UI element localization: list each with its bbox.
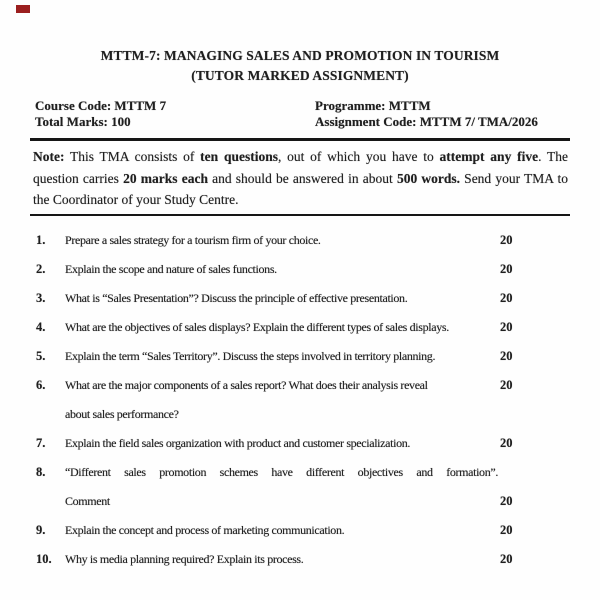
question-content <box>65 458 568 516</box>
question-text: What is “Sales Presentation”? Discuss the principle of effective presentation. <box>65 290 408 305</box>
question-row <box>36 429 568 458</box>
question-number: 2. <box>36 261 46 276</box>
question-number: 1. <box>36 232 46 247</box>
assignment-code: Assignment Code: MTTM 7/ TMA/2026 <box>315 113 538 129</box>
question-row <box>36 226 568 255</box>
question-line <box>65 313 568 342</box>
note-paragraph <box>33 146 568 211</box>
course-code: Course Code: MTTM 7 <box>35 98 167 113</box>
note-text-segment: This TMA consists of <box>64 149 201 164</box>
question-row <box>36 284 568 313</box>
questions-list <box>36 226 568 574</box>
meta-row <box>35 98 568 129</box>
question-content <box>65 226 568 255</box>
question-text: Explain the concept and process of marketing communication. <box>65 522 345 537</box>
question-number: 3. <box>36 290 46 305</box>
scan-corner-mark <box>16 5 30 13</box>
note-bold-segment: Note: <box>33 149 65 164</box>
document-subtitle: (TUTOR MARKED ASSIGNMENT) <box>191 68 409 83</box>
question-content <box>65 255 568 284</box>
note-text-segment: Send your TMA to the Coordinator of your Study Centre. <box>33 170 568 207</box>
question-line <box>65 342 568 371</box>
question-number: 4. <box>36 319 46 334</box>
question-text: “Different sales promotion schemes have different objectives and formation”. <box>65 464 498 479</box>
document-title: MTTM-7: MANAGING SALES AND PROMOTION IN TOURISM <box>100 48 500 63</box>
question-text: Explain the scope and nature of sales functions. <box>65 261 277 276</box>
question-marks: 20 <box>500 493 513 508</box>
question-marks: 20 <box>500 348 513 363</box>
question-marks <box>498 458 568 487</box>
total-marks: Total Marks: 100 <box>35 113 131 129</box>
question-number: 10. <box>36 551 52 566</box>
note-bold-segment: 20 marks each <box>123 170 208 186</box>
question-line <box>65 545 568 574</box>
meta-right-column <box>315 98 568 129</box>
question-content <box>65 313 568 342</box>
question-content <box>65 342 568 371</box>
question-line <box>65 400 568 429</box>
note-bold-segment: attempt any five <box>439 149 539 164</box>
question-text: about sales performance? <box>65 406 179 421</box>
question-text: What are the major components of a sales report? What does their analysis reveal <box>65 377 428 392</box>
note-bold-segment: 500 words. <box>396 170 460 186</box>
question-row <box>36 255 568 284</box>
note-text-segment: and should be answered in about <box>207 170 397 186</box>
question-line <box>65 429 568 458</box>
programme: Programme: MTTM <box>315 98 431 113</box>
question-content <box>65 284 568 313</box>
question-line <box>65 516 568 545</box>
question-text: What are the objectives of sales displays? Explain the different types of sales displays. <box>65 319 449 334</box>
question-content <box>65 545 568 574</box>
horizontal-rule-bottom <box>30 214 570 216</box>
question-marks: 20 <box>500 232 513 247</box>
question-number: 6. <box>36 377 46 392</box>
question-marks: 20 <box>500 261 513 276</box>
question-text: Explain the term “Sales Territory”. Discuss the steps involved in territory planning. <box>65 348 436 363</box>
note-text-segment: . The question carries <box>33 149 568 186</box>
question-marks <box>498 400 568 429</box>
note-bold-segment: ten questions <box>200 149 278 164</box>
question-marks: 20 <box>500 522 513 537</box>
question-content <box>65 516 568 545</box>
question-row <box>36 371 568 429</box>
question-marks: 20 <box>500 435 513 450</box>
question-text: Comment <box>65 493 110 508</box>
question-text: Prepare a sales strategy for a tourism firm of your choice. <box>65 232 321 247</box>
question-line <box>65 255 568 284</box>
question-row <box>36 342 568 371</box>
question-row <box>36 545 568 574</box>
question-row <box>36 516 568 545</box>
question-number: 8. <box>36 464 46 479</box>
question-line <box>65 487 568 516</box>
question-marks: 20 <box>500 290 513 305</box>
question-line <box>65 458 568 487</box>
question-text: Explain the field sales organization with product and customer specialization. <box>65 435 411 450</box>
question-line <box>65 371 568 400</box>
question-content <box>65 429 568 458</box>
question-content <box>65 371 568 429</box>
question-marks: 20 <box>500 319 513 334</box>
question-line <box>65 284 568 313</box>
horizontal-rule-top <box>30 138 570 141</box>
title-block <box>0 0 600 86</box>
question-marks: 20 <box>500 377 513 392</box>
question-marks: 20 <box>500 551 513 566</box>
note-text-segment: , out of which you have to <box>277 149 440 164</box>
question-number: 9. <box>36 522 46 537</box>
question-row <box>36 458 568 516</box>
question-line <box>65 226 568 255</box>
question-row <box>36 313 568 342</box>
meta-left-column <box>35 98 315 129</box>
question-number: 7. <box>36 435 46 450</box>
question-number: 5. <box>36 348 46 363</box>
question-text: Why is media planning required? Explain its process. <box>65 551 304 566</box>
